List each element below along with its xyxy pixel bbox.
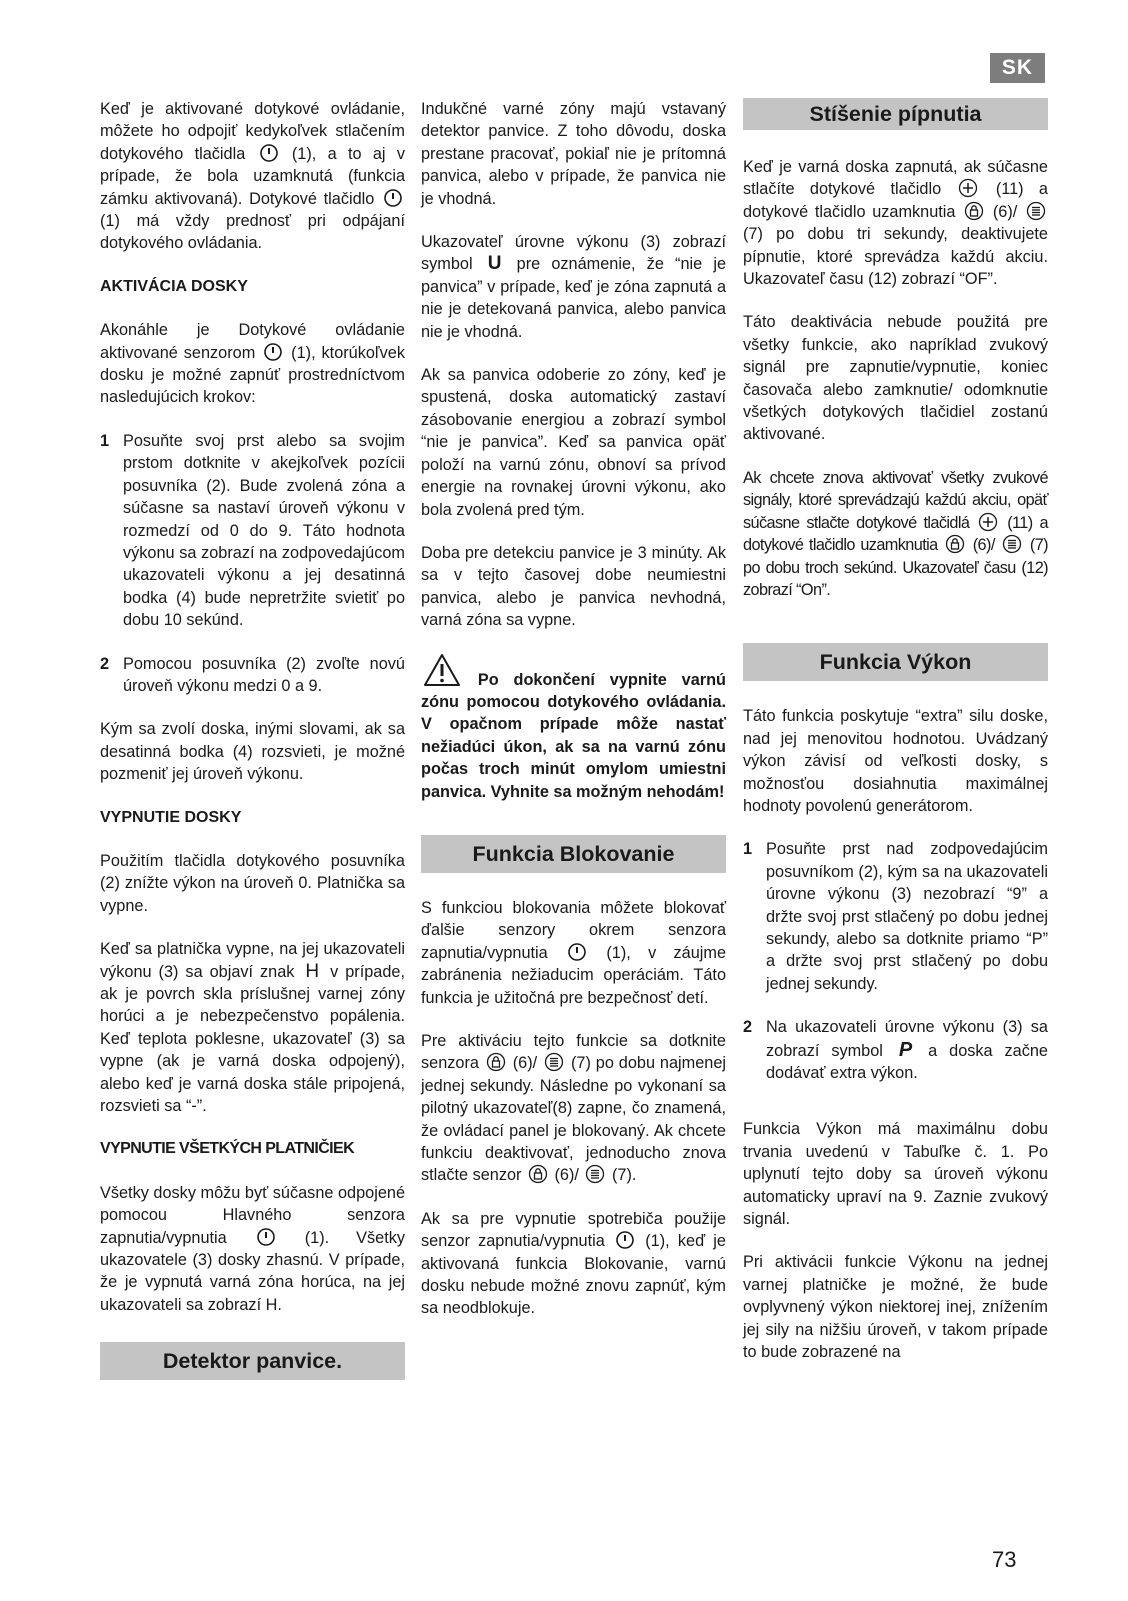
- paragraph: Táto deaktivácia nebude použitá pre všetky funkcie, ako napríklad zvukový signál pre zapnutie/vypnutie, koniec časovača alebo zamknutie/ odomknutie všetkých dotykových tlačidiel zostanú aktivované.: [743, 313, 1048, 444]
- column-1: [100, 98, 405, 1404]
- power-icon: [615, 1230, 635, 1250]
- list-number: 2: [100, 654, 110, 673]
- plus-icon: [978, 512, 998, 532]
- power-icon: [259, 143, 279, 163]
- lock-icon: [964, 201, 984, 221]
- timer-icon: [544, 1052, 564, 1072]
- paragraph: Keď je varná doska zapnutá, ak súčasne stlačíte dotykové tlačidlo (11) a dotykové tlačidlo uzamknutia (6)/ (7) po dobu tri sekundy, deaktivujete pípnutie, ktoré sprevádza každú akciu. Ukazovateľ času (12) zobrazí “OF”.: [743, 158, 1048, 289]
- paragraph: Kým sa zvolí doska, inými slovami, ak sa desatinná bodka (4) rozsvieti, je možné pozmeniť jej úroveň výkonu.: [100, 720, 405, 784]
- paragraph: Táto funkcia poskytuje “extra” silu doske, nad jej menovitou hodnotou. Uvádzaný výkon závisí od veľkosti dosky, s možnosťou dosiahnutia maximálnej hodnoty povolenú generátorom.: [743, 707, 1048, 815]
- paragraph: Pre aktiváciu tejto funkcie sa dotknite senzora (6)/ (7) po dobu najmenej jednej sekundy. Následne po vykonaní sa pilotný ukazovateľ(8) zapne, čo znamená, že ovládací panel je blokovaný. Ak chcete funkciu deaktivovať, jednoducho znova stlačte senzor (6)/ (7).: [421, 1032, 726, 1185]
- page-number: 73: [992, 1547, 1017, 1572]
- paragraph: Ukazovateľ úrovne výkonu (3) zobrazí symbol U pre oznámenie, že “nie je panvica” v prípade, keď je zóna zapnutá a nie je detekovaná panvica, alebo panvica nie je vhodná.: [421, 233, 727, 341]
- section-title-bar: Detektor panvice.: [100, 1342, 405, 1380]
- timer-icon: [585, 1164, 605, 1184]
- list-number: 1: [743, 840, 753, 859]
- warning-note: Po dokončení vypnite varnú zónu pomocou dotykového ovládania. V opačnom prípade môže nastať nežiadúci úkon, ak sa na varnú zónu počas troch minút omylom umiestni panvica. Vyhnite sa možným nehodám!: [421, 653, 726, 803]
- section-title-bar: Funkcia Výkon: [743, 643, 1048, 681]
- list-number: 2: [743, 1018, 753, 1037]
- list-text: Posuňte prst nad zodpovedajúcim posuvníkom (2), kým sa na ukazovateli úrovne výkonu (3) nezobrazí “9” a držte svoj prst stlačený po dobu jednej sekundy, alebo sa dotknite priamo “P” a držte svoj prst stlačený po dobu jednej sekundy.: [766, 840, 1048, 993]
- list-item: [743, 1016, 1048, 1084]
- section-title-bar: Funkcia Blokovanie: [421, 835, 726, 873]
- paragraph: Keď je aktivované dotykové ovládanie, môžete ho odpojiť kedykoľvek stlačením dotykového tlačidla (1), a to aj v prípade, že bola uzamknutá (funkcia zámku aktivovaná). Dotykové tlačidlo (1) má vždy prednosť pri odpájaní dotykového ovládania.: [100, 100, 405, 253]
- timer-icon: [1026, 201, 1046, 221]
- language-tab: SK: [990, 53, 1045, 83]
- list-text: Posuňte svoj prst alebo sa svojim prstom dotknite v akejkoľvek pozícii posuvníka (2). Bude zvolená zóna a súčasne sa nastaví úroveň výkonu v rozmedzí od 0 do 9. Táto hodnota výkonu sa zobrazí na zodpovedajúcom ukazovateli výkonu a jej desatinná bodka (4) bude nepretržite svietiť po dobu 10 sekúnd.: [123, 431, 405, 630]
- column-2: [421, 98, 726, 1341]
- paragraph: Akonáhle je Dotykové ovládanie aktivované senzorom (1), ktorúkoľvek dosku je možné zapnúť prostredníctvom nasledujúcich krokov:: [100, 321, 406, 407]
- lock-icon: [528, 1164, 548, 1184]
- section-heading: AKTIVÁCIA DOSKY: [100, 277, 248, 295]
- paragraph: Funkcia Výkon má maximálnu dobu trvania uvedenú v Tabuľke č. 1. Po uplynutí tejto doby sa úroveň výkonu automaticky upraví na 9. Zaznie zvukový signál.: [743, 1120, 1048, 1229]
- display-symbol-u: U: [487, 253, 502, 275]
- paragraph: Použitím tlačidla dotykového posuvníka (2) znížte výkon na úroveň 0. Platnička sa vypne.: [100, 851, 405, 915]
- lock-icon: [945, 534, 965, 554]
- plus-icon: [958, 178, 978, 198]
- list-text: Pomocou posuvníka (2) zvoľte novú úroveň výkonu medzi 0 a 9.: [123, 654, 405, 695]
- paragraph: Doba pre detekciu panvice je 3 minúty. Ak sa v tejto časovej dobe neumiestni panvica, alebo je panvica nevhodná, varná zóna sa vypne.: [421, 543, 726, 630]
- paragraph: S funkciou blokovania môžete blokovať ďalšie senzory okrem senzora zapnutia/vypnutia (1), v záujme zabránenia nežiaducim operáciám. Táto funkcia je užitočná pre bezpečnosť detí.: [421, 898, 727, 1007]
- list-item: [100, 653, 405, 698]
- paragraph: Všetky dosky môžu byť súčasne odpojené pomocou Hlavného senzora zapnutia/vypnutia (1). Všetky ukazovatele (3) dosky zhasnú. V prípade, že je vypnutá varná zóna horúca, na jej ukazovateli sa zobrazí H.: [100, 1183, 406, 1314]
- paragraph: Keď sa platnička vypne, na jej ukazovateli výkonu (3) sa objaví znak H v prípade, ak je povrch skla príslušnej varnej zóny horúci a je nebezpečenstvo popálenia. Keď teplota poklesne, ukazovateľ (3) sa vypne (ak je varná doska odpojený), alebo keď je varná doska stále pripojená, rozsvieti sa “-”.: [100, 940, 405, 1116]
- section-heading: VYPNUTIE DOSKY: [100, 808, 242, 826]
- display-symbol-p: P: [898, 1038, 913, 1061]
- list-number: 1: [100, 431, 110, 450]
- power-icon: [567, 942, 587, 962]
- timer-icon: [1002, 534, 1022, 554]
- paragraph: Ak chcete znova aktivovať všetky zvukové signály, ktoré sprevádzajú každú akciu, opäť súčasne stlačte dotykové tlačidlá (11) a dotykové tlačidlo uzamknutia (6)/ (7) po dobu troch sekúnd. Ukazovateľ času (12) zobrazí “On”.: [743, 468, 1048, 599]
- power-icon: [256, 1227, 276, 1247]
- section-heading: VYPNUTIE VŠETKÝCH PLATNIČIEK: [100, 1140, 355, 1158]
- power-icon: [383, 188, 403, 208]
- list-item: [100, 430, 405, 632]
- list-text: Na ukazovateli úrovne výkonu (3) sa zobrazí symbol P a doska začne dodávať extra výkon.: [766, 1018, 1048, 1082]
- paragraph: Ak sa panvica odoberie zo zóny, keď je spustená, doska automatický zastaví zásobovanie energiou a zobrazí symbol “nie je panvica”. Keď sa panvica opäť položí na varnú zónu, obnoví sa prívod energie na rovnakej úrovni výkonu, ako bola zvolená pred tým.: [421, 366, 726, 519]
- warning-triangle-icon: [423, 653, 461, 687]
- paragraph: Pri aktivácii funkcie Výkonu na jednej varnej platničke je možné, že bude ovplyvnený výkon niektorej inej, znížením jej sily na nižšiu úroveň, v takom prípade to bude zobrazené na: [743, 1253, 1048, 1362]
- paragraph: Indukčné varné zóny majú vstavaný detektor panvice. Z toho dôvodu, doska prestane pracovať, pokiaľ nie je prítomná panvica, alebo v prípade, že panvica nie je vhodná.: [421, 100, 726, 208]
- section-title-bar: Stíšenie pípnutia: [743, 98, 1048, 130]
- lock-icon: [486, 1052, 506, 1072]
- power-icon: [263, 342, 283, 362]
- display-symbol-h: H: [305, 960, 320, 982]
- column-3: [743, 98, 1048, 1384]
- list-item: [743, 838, 1048, 995]
- paragraph: Ak sa pre vypnutie spotrebiča použije senzor zapnutia/vypnutia (1), keď je aktivovaná funkcia Blokovanie, varnú dosku nebude možné znovu zapnúť, kým sa neodblokuje.: [421, 1209, 726, 1318]
